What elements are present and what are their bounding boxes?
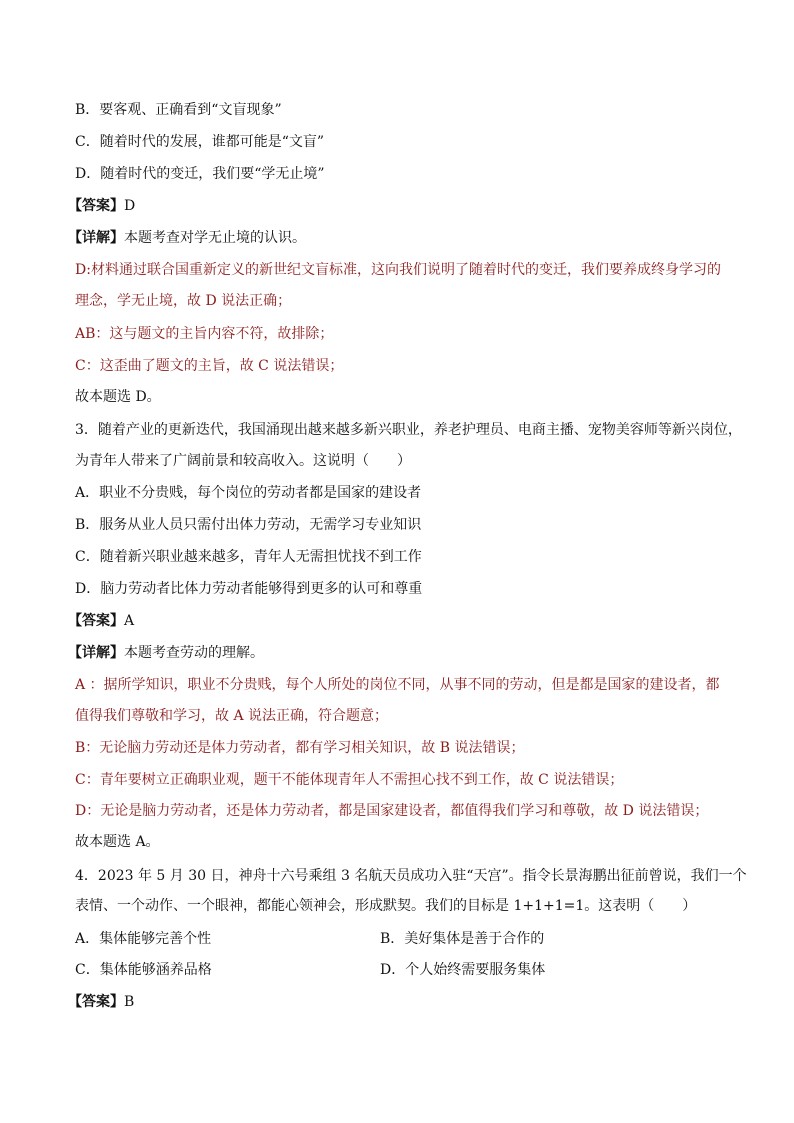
- q3-option-c: C．随着新兴职业越来越多，青年人无需担忧找不到工作: [75, 549, 422, 565]
- q3-option-d: D．脑力劳动者比体力劳动者能够得到更多的认可和尊重: [75, 581, 423, 597]
- detail-intro: 本题考查劳动的理解。: [124, 645, 264, 661]
- q4-option-a: A．集体能够完善个性: [75, 931, 212, 947]
- q3-option-b: B．服务从业人员只需付出体力劳动，无需学习专业知识: [75, 517, 422, 533]
- answer-value: B: [124, 994, 135, 1010]
- q2-option-b: B．要客观、正确看到“文盲现象”: [75, 102, 282, 118]
- q2-analysis-c: C：这歪曲了题文的主旨，故 C 说法错误；: [75, 358, 344, 374]
- q4-answer: [68, 992, 134, 1012]
- q3-analysis-d: D：无论是脑力劳动者，还是体力劳动者，都是国家建设者，都值得我们学习和尊敬，故 D 说法错误；: [75, 803, 709, 819]
- answer-value: A: [124, 613, 135, 629]
- answer-tag: 【答案】: [68, 994, 124, 1010]
- q3-stem-line1: 3．随着产业的更新迭代，我国涌现出越来越多新兴职业，养老护理员、电商主播、宠物美容师等新兴岗位，: [75, 422, 742, 438]
- answer-tag: 【答案】: [68, 613, 124, 629]
- q3-conclusion: 故本题选 A。: [75, 834, 160, 850]
- q2-analysis-ab: AB：这与题文的主旨内容不符，故排除；: [75, 326, 334, 342]
- detail-tag: 【详解】: [68, 645, 124, 661]
- detail-tag: 【详解】: [68, 230, 124, 246]
- q4-option-d: D．个人始终需要服务集体: [380, 962, 546, 978]
- q3-detail: [68, 643, 264, 663]
- q2-answer: [68, 196, 135, 216]
- q4-option-b: B．美好集体是善于合作的: [380, 931, 545, 947]
- q2-option-c: C．随着时代的发展，谁都可能是“文盲”: [75, 134, 325, 150]
- q3-option-a: A．职业不分贵贱，每个岗位的劳动者都是国家的建设者: [75, 485, 422, 501]
- q3-analysis-c: C：青年要树立正确职业观，题干不能体现青年人不需担心找不到工作，故 C 说法错误；: [75, 772, 624, 788]
- q4-stem-line1: 4．2023 年 5 月 30 日，神舟十六号乘组 3 名航天员成功入驻“天宫”。指令长景海鹏出征前曾说，我们一个: [75, 868, 747, 884]
- answer-tag: 【答案】: [68, 198, 124, 214]
- answer-value: D: [124, 198, 136, 214]
- q3-analysis-b: B：无论脑力劳动还是体力劳动者，都有学习相关知识，故 B 说法错误；: [75, 740, 525, 756]
- q2-option-d: D．随着时代的变迁，我们要“学无止境”: [75, 166, 325, 182]
- q2-conclusion: 故本题选 D。: [75, 389, 161, 405]
- q4-option-c: C．集体能够涵养品格: [75, 962, 212, 978]
- q3-answer: [68, 611, 134, 631]
- q2-analysis-d-line2: 理念，学无止境，故 D 说法正确；: [75, 293, 292, 309]
- q3-analysis-a-line1: A ：据所学知识，职业不分贵贱，每个人所处的岗位不同，从事不同的劳动，但是都是国家的建设者，都: [75, 677, 720, 693]
- q2-analysis-d-line1: D:材料通过联合国重新定义的新世纪文盲标准，这向我们说明了随着时代的变迁，我们要养成终身学习的: [75, 262, 721, 278]
- q4-stem-line2: 表情、一个动作、一个眼神，都能心领神会，形成默契。我们的目标是 1+1+1=1。这表明（ ）: [75, 898, 697, 914]
- q2-detail: [68, 228, 306, 248]
- detail-intro: 本题考查对学无止境的认识。: [124, 230, 306, 246]
- q3-stem-line2: 为青年人带来了广阔前景和较高收入。这说明（ ）: [75, 453, 411, 469]
- q3-analysis-a-line2: 值得我们尊敬和学习，故 A 说法正确，符合题意；: [75, 708, 389, 724]
